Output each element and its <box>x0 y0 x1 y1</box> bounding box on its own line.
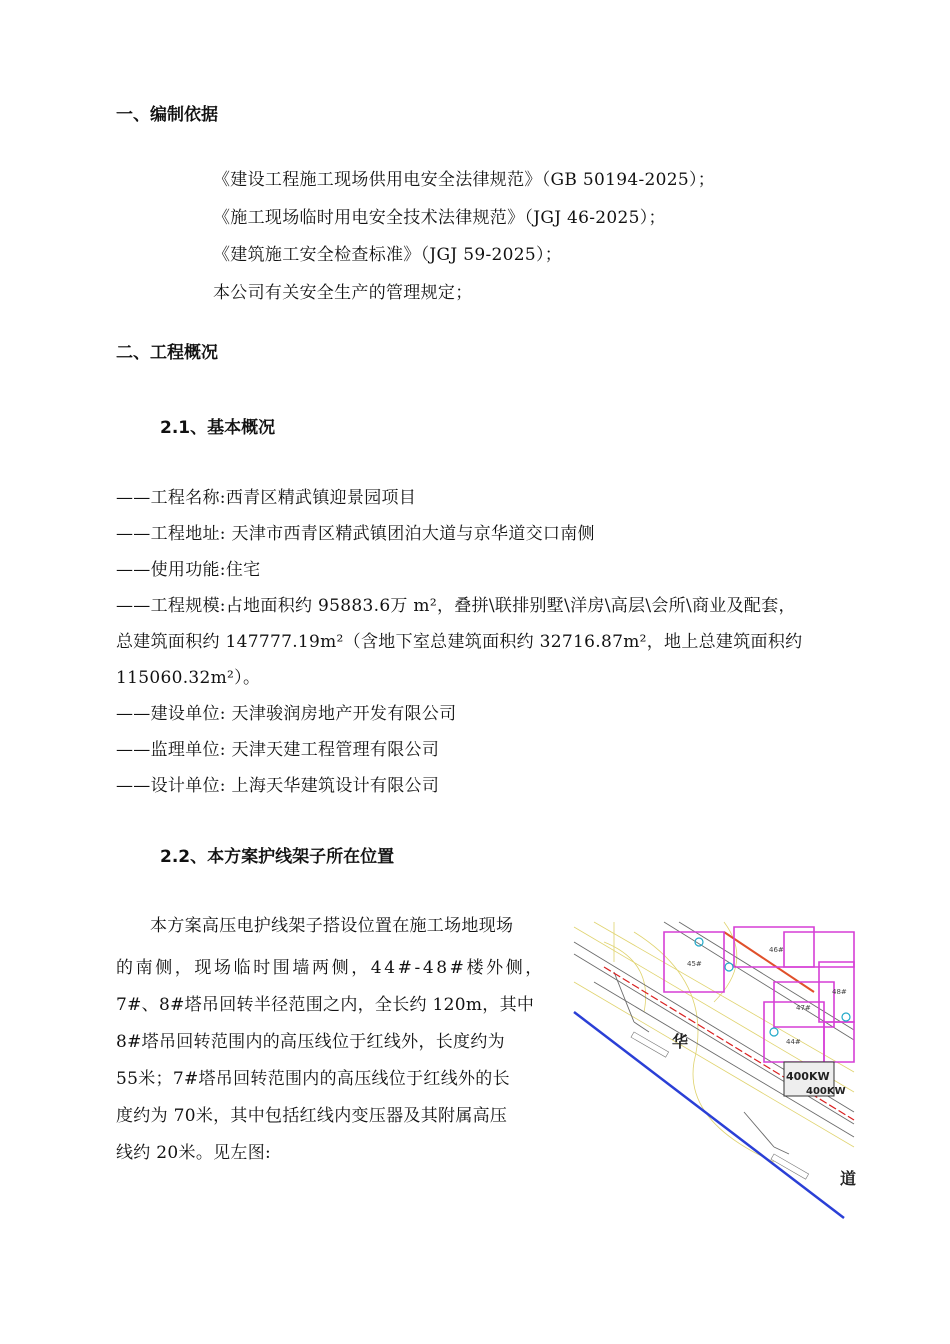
location-paragraph-line: 55米；7#塔吊回转范围内的高压线位于红线外的长 <box>116 1069 510 1089</box>
overview-line: ——使用功能:住宅 <box>116 560 261 580</box>
section1-title: 一、编制依据 <box>116 105 218 125</box>
location-paragraph-line: 的南侧，现场临时围墙两侧，44#-48#楼外侧， <box>116 958 545 978</box>
transformer-label: 400KW <box>806 1086 846 1097</box>
road-label: 道 <box>840 1169 857 1188</box>
site-plan-drawing <box>574 922 857 1218</box>
location-paragraph-line: 本方案高压电护线架子搭设位置在施工场地现场 <box>150 916 514 936</box>
overview-line: ——工程名称:西青区精武镇迎景园项目 <box>116 488 417 508</box>
building-label: 45# <box>687 960 702 968</box>
overview-line: 115060.32m²）。 <box>116 668 261 688</box>
reference-item: 《建设工程施工现场供用电安全法律规范》（GB 50194-2025）； <box>213 170 716 190</box>
location-paragraph-line: 7#、8#塔吊回转半径范围之内，全长约 120m，其中 <box>116 995 535 1015</box>
location-paragraph-line: 8#塔吊回转范围内的高压线位于红线外，长度约为 <box>116 1032 505 1052</box>
site-plan-figure <box>574 922 857 1218</box>
transformer-label: 400KW <box>786 1070 830 1083</box>
overview-line: ——工程规模:占地面积约 95883.6万 m²，叠拼\联排别墅\洋房\高层\会所\商业及配套， <box>116 596 796 616</box>
overview-line: 总建筑面积约 147777.19m²（含地下室总建筑面积约 32716.87m²，地上总建筑面积约 <box>116 632 803 652</box>
overview-line: ——设计单位: 上海天华建筑设计有限公司 <box>116 776 440 796</box>
section2-title: 二、工程概况 <box>116 343 218 363</box>
building-label: 46# <box>769 946 784 954</box>
location-paragraph-line: 度约为 70米，其中包括红线内变压器及其附属高压 <box>116 1106 508 1126</box>
overview-line: ——监理单位: 天津天建工程管理有限公司 <box>116 740 440 760</box>
subsection-location-title: 2.2、本方案护线架子所在位置 <box>160 847 395 867</box>
road-label: 华 <box>672 1032 689 1051</box>
building-label: 48# <box>832 988 847 996</box>
overview-line: ——建设单位: 天津骏润房地产开发有限公司 <box>116 704 457 724</box>
reference-item: 本公司有关安全生产的管理规定； <box>213 283 473 303</box>
building-label: 44# <box>786 1038 801 1046</box>
location-paragraph-line: 线约 20米。见左图: <box>116 1143 272 1163</box>
building-label: 47# <box>796 1004 811 1012</box>
reference-item: 《施工现场临时用电安全技术法律规范》（JGJ 46-2025）； <box>213 208 666 228</box>
overview-line: ——工程地址: 天津市西青区精武镇团泊大道与京华道交口南侧 <box>116 524 595 544</box>
subsection-basic-title: 2.1、基本概况 <box>160 418 276 438</box>
reference-item: 《建筑施工安全检查标准》（JGJ 59-2025）； <box>213 245 563 265</box>
